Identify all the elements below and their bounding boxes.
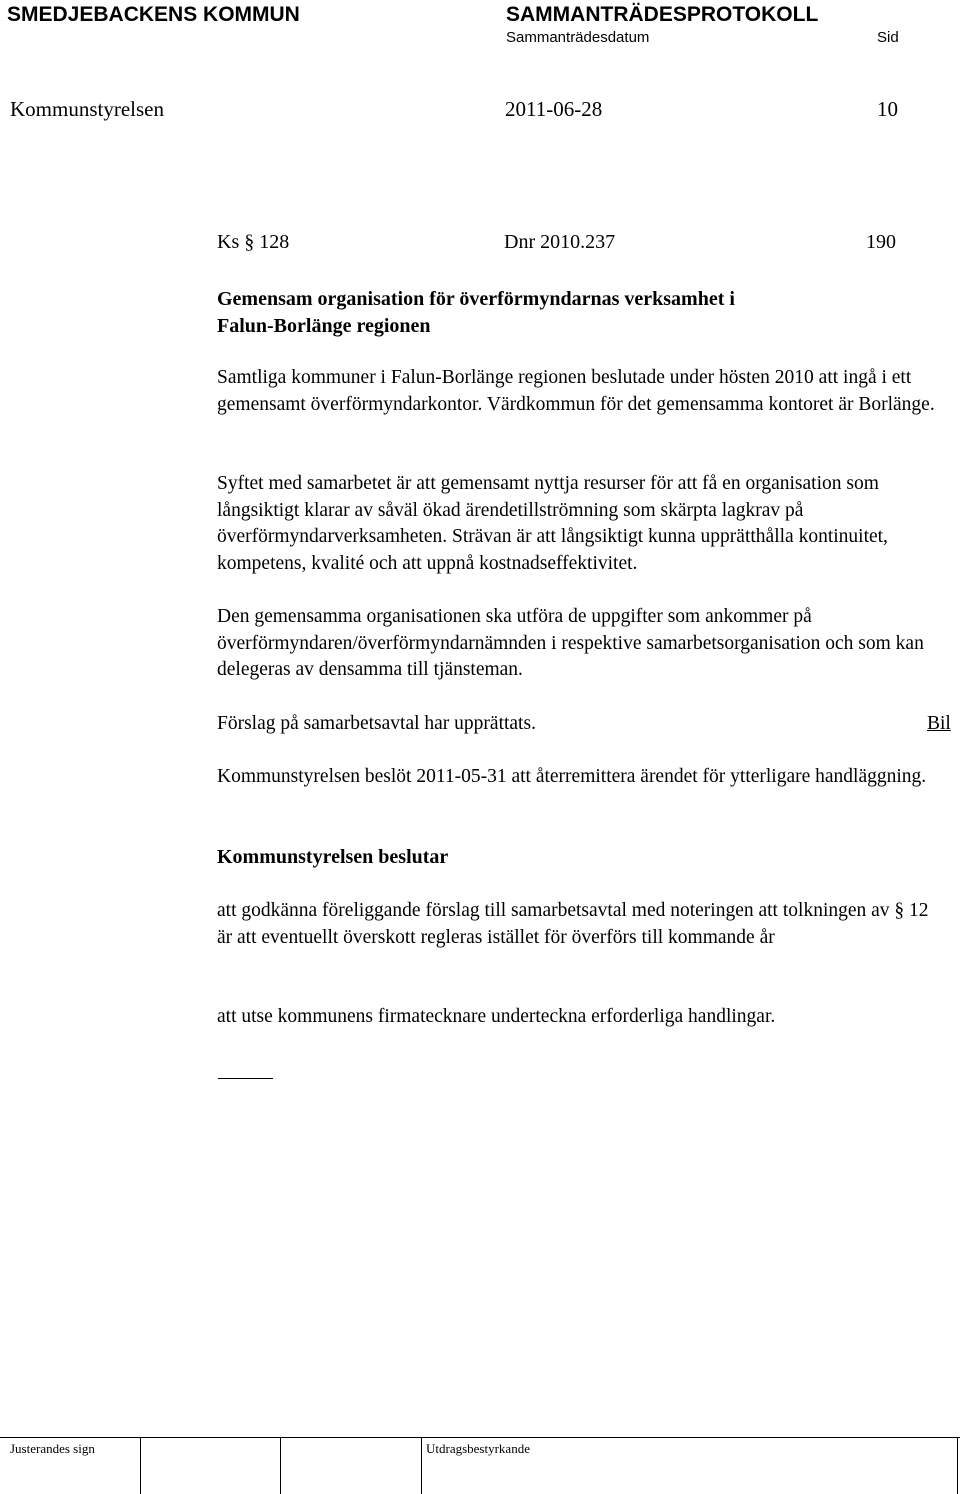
committee-name: Kommunstyrelsen xyxy=(10,97,164,121)
extract-certification-label: Utdragsbestyrkande xyxy=(426,1441,530,1456)
paragraph-tasks xyxy=(217,604,942,684)
case-number: 190 xyxy=(866,231,896,253)
end-rule xyxy=(218,1078,273,1079)
case-dnr: Dnr 2010.237 xyxy=(504,231,616,253)
footer-divider xyxy=(280,1437,281,1494)
paragraph-text: Syftet med samarbetet är att gemensamt nyttja resurser för att få en organisation som långsiktigt klarar av såväl ökad ärendetillströmning som skärpta lagkrav på överförmyndarverksamheten. Strävan är att långsiktigt kunna upprätthålla kontinuitet, kompetens, kvalité och att uppnå kostnadseffektivitet. xyxy=(217,473,888,574)
footer-divider xyxy=(421,1437,422,1494)
page-label: Sid xyxy=(877,29,899,46)
case-paragraph-number: Ks § 128 xyxy=(217,231,290,253)
decision-text: att godkänna föreliggande förslag till samarbetsavtal med noteringen att tolkningen av § 12 är att eventuellt överskott regleras istället för överförs till kommande år xyxy=(217,900,929,948)
meeting-date: 2011-06-28 xyxy=(505,97,603,121)
paragraph-text: Den gemensamma organisationen ska utföra de uppgifter som ankommer på överförmyndaren/överförmyndarnämnden i respektive samarbetsorganisation och som kan delegeras av densamma till tjänsteman. xyxy=(217,606,924,680)
footer-divider xyxy=(140,1437,141,1494)
paragraph-previous-decision xyxy=(217,764,937,791)
paragraph-text: Samtliga kommuner i Falun-Borlänge regionen beslutade under hösten 2010 att ingå i ett gemensamt överförmyndarkontor. Värdkommun för det gemensamma kontoret är Borlänge. xyxy=(217,367,935,415)
meeting-date-label: Sammanträdesdatum xyxy=(506,29,650,46)
paragraph-text: Kommunstyrelsen beslöt 2011-05-31 att återremittera ärendet för ytterligare handläggning. xyxy=(217,766,927,787)
decision-heading: Kommunstyrelsen beslutar xyxy=(217,846,449,868)
attachment-reference: Bil xyxy=(927,713,951,734)
municipality-name: SMEDJEBACKENS KOMMUN xyxy=(7,3,300,26)
page-number: 10 xyxy=(877,97,898,121)
case-title-line-1: Gemensam organisation för överförmyndarnas verksamhet i xyxy=(217,288,735,310)
footer-divider xyxy=(957,1437,958,1494)
decision-item-1 xyxy=(217,898,929,951)
decision-item-2: att utse kommunens firmatecknare underteckna erforderliga handlingar. xyxy=(217,1006,776,1027)
case-title xyxy=(217,286,957,339)
signature-label: Justerandes sign xyxy=(10,1441,95,1456)
paragraph-proposal: Förslag på samarbetsavtal har upprättats. xyxy=(217,713,536,734)
footer-top-rule xyxy=(0,1437,960,1438)
paragraph-purpose xyxy=(217,471,959,577)
document-type: SAMMANTRÄDESPROTOKOLL xyxy=(506,3,819,26)
paragraph-background xyxy=(217,365,957,418)
case-title-line-2: Falun-Borlänge regionen xyxy=(217,314,431,337)
